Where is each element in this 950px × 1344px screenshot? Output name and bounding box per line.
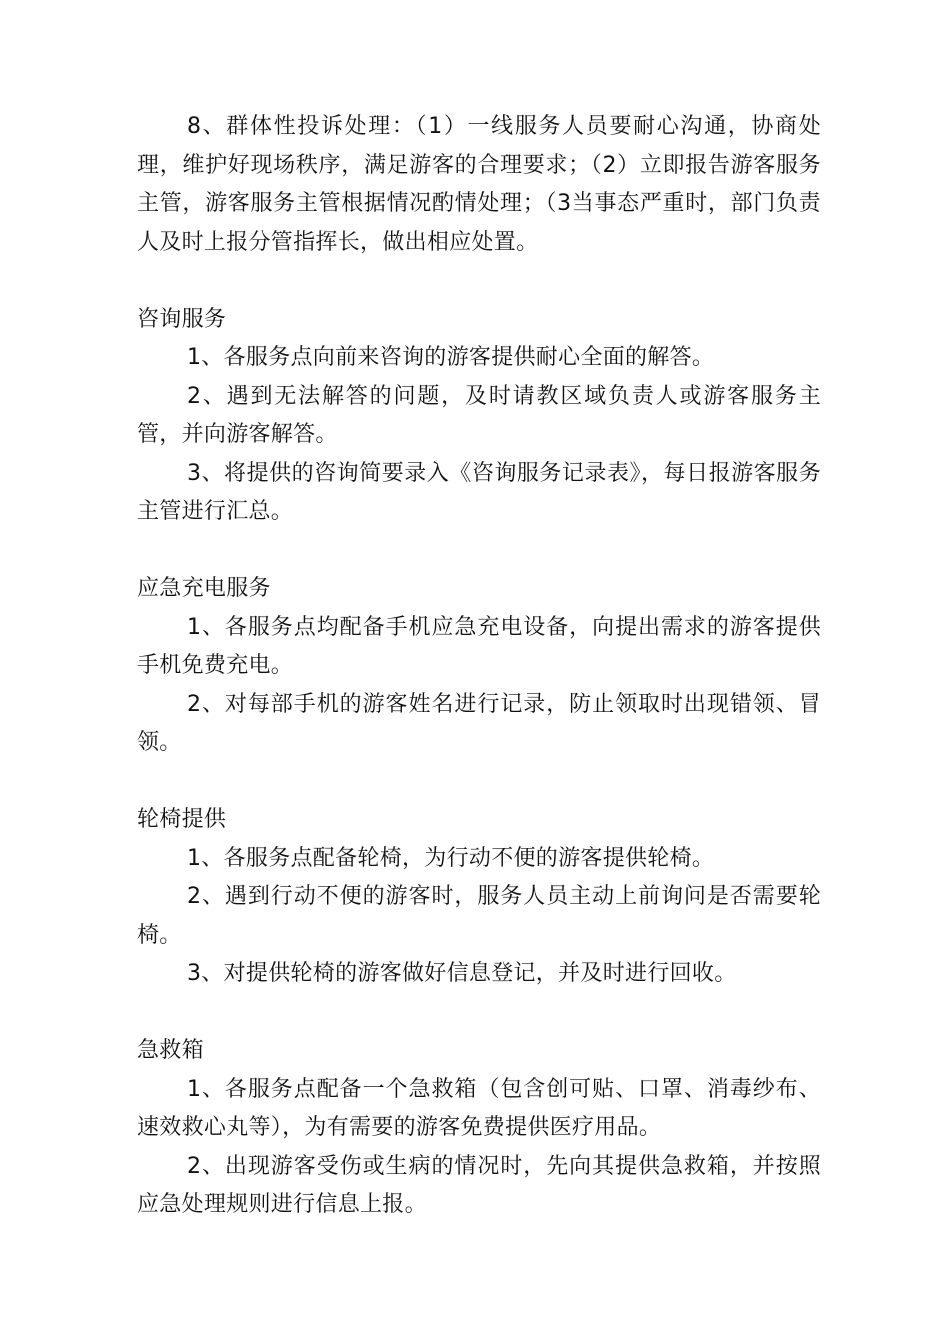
wheelchair-item-2: 2、遇到行动不便的游客时，服务人员主动上前询问是否需要轮椅。 (137, 884, 821, 948)
wheelchair-item-3: 3、对提供轮椅的游客做好信息登记，并及时进行回收。 (187, 961, 737, 986)
section-title-wheelchair: 轮椅提供 (137, 807, 227, 832)
section-title-charging: 应急充电服务 (137, 576, 271, 601)
wheelchair-item-1: 1、各服务点配备轮椅，为行动不便的游客提供轮椅。 (187, 845, 715, 871)
charging-item-1: 1、各服务点均配备手机应急充电设备，向提出需求的游客提供手机免费充电。 (137, 614, 821, 678)
section-consulting-service (137, 301, 821, 532)
section-title-first-aid: 急救箱 (137, 1038, 204, 1063)
section-wheelchair (137, 801, 821, 994)
first-aid-item-1: 1、各服务点配备一个急救箱（包含创可贴、口罩、消毒纱布、速效救心丸等），为有需要的游客免费提供医疗用品。 (137, 1076, 821, 1140)
charging-item-2: 2、对每部手机的游客姓名进行记录，防止领取时出现错领、冒领。 (137, 691, 821, 755)
consulting-item-1: 1、各服务点向前来咨询的游客提供耐心全面的解答。 (187, 345, 715, 370)
section-first-aid-kit (137, 1032, 821, 1225)
first-aid-item-2: 2、出现游客受伤或生病的情况时，先向其提供急救箱，并按照应急处理规则进行信息上报。 (137, 1153, 821, 1217)
section-emergency-charging (137, 570, 821, 763)
consulting-item-3: 3、将提供的咨询简要录入《咨询服务记录表》，每日报游客服务主管进行汇总。 (137, 460, 821, 524)
document-body (137, 108, 821, 1225)
consulting-item-2: 2、遇到无法解答的问题，及时请教区域负责人或游客服务主管，并向游客解答。 (137, 383, 821, 447)
section-title-consulting: 咨询服务 (137, 306, 227, 332)
complaint-handling-paragraph: 8、群体性投诉处理：（1）一线服务人员要耐心沟通，协商处理，维护好现场秩序，满足游客的合理要求；（2）立即报告游客服务主管，游客服务主管根据情况酌情处理；（3当事态严重时，部门负责人及时上报分管指挥长，做出相应处置。 (137, 114, 821, 255)
